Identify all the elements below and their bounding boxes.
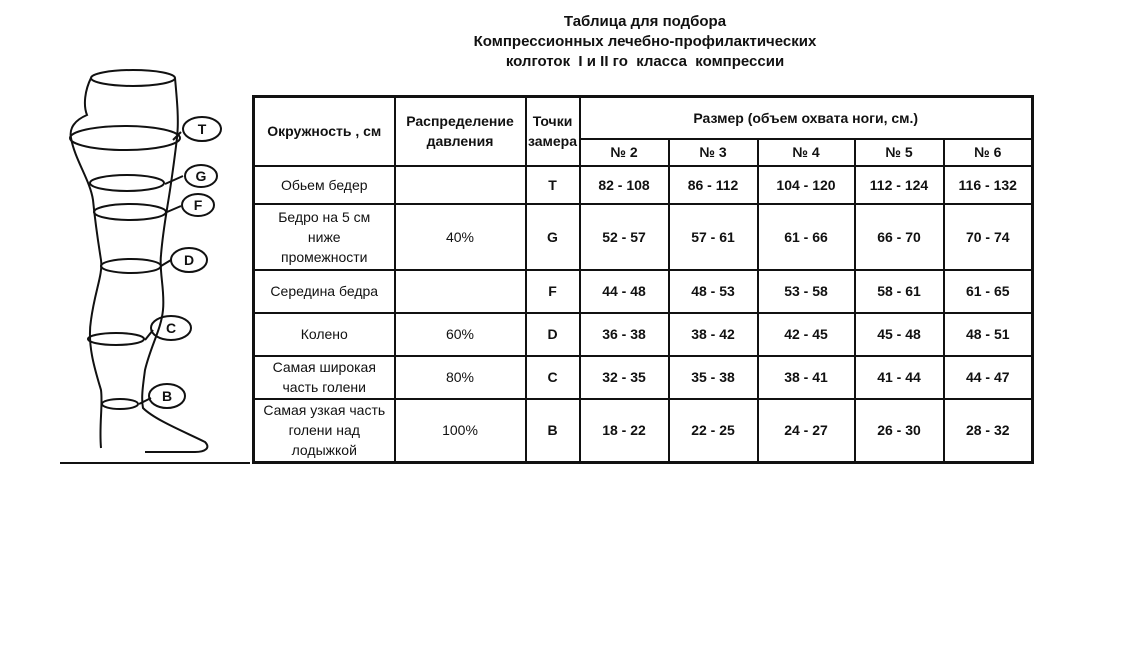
row-pressure: 80%: [395, 356, 526, 399]
size-col-4: № 4: [758, 139, 855, 166]
header-points: Точки замера: [526, 97, 580, 166]
table-row: [254, 204, 1033, 270]
row-point: F: [526, 270, 580, 313]
row-pressure: 100%: [395, 399, 526, 463]
row-name: Бедро на 5 см ниже промежности: [254, 204, 395, 270]
size-table: [252, 95, 1034, 464]
marker-b: B: [161, 388, 173, 404]
header-pressure: Распределение давления: [395, 97, 526, 166]
size-value: 58 - 61: [855, 270, 944, 313]
ellipse-d: [101, 259, 161, 273]
size-value: 53 - 58: [758, 270, 855, 313]
ellipse-f: [94, 204, 166, 220]
ellipse-b: [102, 399, 138, 409]
table-row: [254, 356, 1033, 399]
size-value: 32 - 35: [580, 356, 669, 399]
size-value: 57 - 61: [669, 204, 758, 270]
row-point: T: [526, 166, 580, 204]
table-row: [254, 313, 1033, 356]
row-name: Самая широкая часть голени: [254, 356, 395, 399]
size-value: 48 - 51: [944, 313, 1033, 356]
marker-f: F: [193, 197, 203, 213]
size-col-3: № 3: [669, 139, 758, 166]
size-col-5: № 5: [855, 139, 944, 166]
marker-d: D: [183, 252, 195, 268]
size-value: 112 - 124: [855, 166, 944, 204]
size-value: 44 - 47: [944, 356, 1033, 399]
marker-t: T: [197, 121, 207, 137]
title-line-2: Компрессионных лечебно-профилактических: [473, 33, 817, 50]
marker-c: C: [165, 320, 177, 336]
size-value: 61 - 65: [944, 270, 1033, 313]
row-point: B: [526, 399, 580, 463]
size-value: 28 - 32: [944, 399, 1033, 463]
header-size: Размер (объем охвата ноги, см.): [580, 97, 1033, 139]
row-pressure: [395, 270, 526, 313]
size-value: 66 - 70: [855, 204, 944, 270]
table-row: [254, 270, 1033, 313]
row-pressure: 40%: [395, 204, 526, 270]
size-value: 70 - 74: [944, 204, 1033, 270]
table-row: [254, 399, 1033, 463]
size-col-6: № 6: [944, 139, 1033, 166]
row-point: D: [526, 313, 580, 356]
row-name: Обьем бедер: [254, 166, 395, 204]
size-value: 61 - 66: [758, 204, 855, 270]
row-point: C: [526, 356, 580, 399]
row-pressure: 60%: [395, 313, 526, 356]
size-value: 18 - 22: [580, 399, 669, 463]
title-line-3: колготок I и II го класса компрессии: [505, 53, 785, 70]
title-line-1: Таблица для подбора: [563, 13, 727, 30]
size-value: 41 - 44: [855, 356, 944, 399]
size-value: 38 - 41: [758, 356, 855, 399]
row-point: G: [526, 204, 580, 270]
row-name: Самая узкая часть голени над лодыжкой: [254, 399, 395, 463]
row-name: Колено: [254, 313, 395, 356]
ellipse-t: [70, 126, 180, 150]
size-value: 35 - 38: [669, 356, 758, 399]
size-value: 104 - 120: [758, 166, 855, 204]
size-value: 24 - 27: [758, 399, 855, 463]
size-col-2: № 2: [580, 139, 669, 166]
document-title: [420, 12, 870, 72]
size-value: 36 - 38: [580, 313, 669, 356]
row-name: Середина бедра: [254, 270, 395, 313]
header-girth: Окружность , см: [254, 97, 395, 166]
row-pressure: [395, 166, 526, 204]
marker-g: G: [195, 168, 207, 184]
size-value: 116 - 132: [944, 166, 1033, 204]
table-row: [254, 166, 1033, 204]
size-value: 45 - 48: [855, 313, 944, 356]
size-value: 44 - 48: [580, 270, 669, 313]
ellipse-g: [90, 175, 164, 191]
size-value: 52 - 57: [580, 204, 669, 270]
size-value: 48 - 53: [669, 270, 758, 313]
size-value: 22 - 25: [669, 399, 758, 463]
size-value: 82 - 108: [580, 166, 669, 204]
size-value: 42 - 45: [758, 313, 855, 356]
ellipse-c: [88, 333, 144, 345]
leg-diagram: [55, 60, 255, 470]
size-value: 26 - 30: [855, 399, 944, 463]
waist-ellipse: [91, 70, 175, 86]
size-value: 38 - 42: [669, 313, 758, 356]
size-value: 86 - 112: [669, 166, 758, 204]
